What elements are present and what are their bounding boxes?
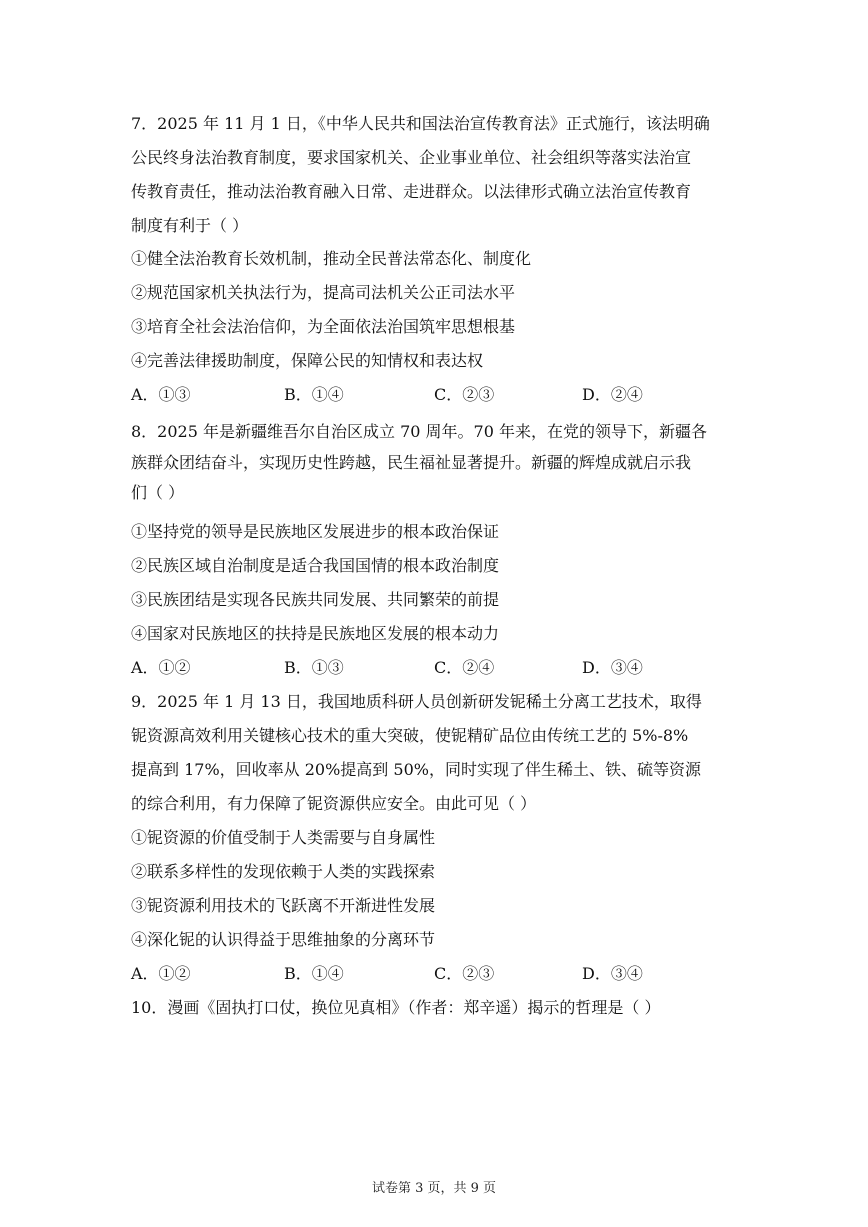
question-8-stem-line-1: 8．2025 年是新疆维吾尔自治区成立 70 周年。70 年来，在党的领导下，新疆各 — [131, 422, 707, 441]
question-9-stem-line-1: 9．2025 年 1 月 13 日，我国地质科研人员创新研发铌稀土分离工艺技术，取得 — [131, 692, 702, 711]
question-7-stem-line-4: 制度有利于（ ） — [131, 216, 249, 235]
question-8-stem-line-2: 族群众团结奋斗，实现历史性跨越，民生福祉显著提升。新疆的辉煌成就启示我 — [131, 453, 692, 472]
question-9-option-d: D．③④ — [582, 964, 643, 983]
question-9-option-c: C．②③ — [434, 964, 495, 983]
question-9-item-1: ①铌资源的价值受制于人类需要与自身属性 — [131, 828, 436, 847]
question-8-option-d: D．③④ — [582, 658, 643, 677]
question-7-option-b: B．①④ — [284, 385, 344, 404]
question-7-option-c: C．②③ — [434, 385, 495, 404]
page-footer: 试卷第 3 页，共 9 页 — [371, 1181, 497, 1196]
question-9-stem-line-3: 提高到 17%，回收率从 20%提高到 50%，同时实现了伴生稀土、铁、硫等资源 — [131, 760, 701, 779]
question-10-stem: 10．漫画《固执打口仗，换位见真相》（作者：郑辛遥）揭示的哲理是（ ） — [131, 998, 661, 1017]
question-7-stem-line-2: 公民终身法治教育制度，要求国家机关、企业事业单位、社会组织等落实法治宣 — [131, 148, 692, 167]
question-9-stem-line-4: 的综合利用，有力保障了铌资源供应安全。由此可见（ ） — [131, 794, 537, 813]
question-8-stem-line-3: 们（ ） — [131, 483, 185, 502]
question-9-item-4: ④深化铌的认识得益于思维抽象的分离环节 — [131, 930, 436, 949]
question-7-item-4: ④完善法律援助制度，保障公民的知情权和表达权 — [131, 351, 484, 370]
question-9-option-a: A．①② — [131, 964, 191, 983]
question-7-item-1: ①健全法治教育长效机制，推动全民普法常态化、制度化 — [131, 249, 532, 268]
question-8-item-2: ②民族区域自治制度是适合我国国情的根本政治制度 — [131, 556, 500, 575]
question-7-option-d: D．②④ — [582, 385, 643, 404]
question-8-option-c: C．②④ — [434, 658, 495, 677]
question-8-option-a: A．①② — [131, 658, 191, 677]
question-7-stem-line-1: 7．2025 年 11 月 1 日，《中华人民共和国法治宣传教育法》正式施行，该法明确 — [131, 114, 710, 133]
question-9-stem-line-2: 铌资源高效利用关键核心技术的重大突破，使铌精矿品位由传统工艺的 5%-8% — [131, 726, 689, 745]
question-7-option-a: A．①③ — [131, 385, 191, 404]
question-7-stem-line-3: 传教育责任，推动法治教育融入日常、走进群众。以法律形式确立法治宣传教育 — [131, 182, 692, 201]
question-8-item-3: ③民族团结是实现各民族共同发展、共同繁荣的前提 — [131, 590, 500, 609]
question-8-item-1: ①坚持党的领导是民族地区发展进步的根本政治保证 — [131, 522, 500, 541]
question-7-item-2: ②规范国家机关执法行为，提高司法机关公正司法水平 — [131, 283, 516, 302]
question-7-item-3: ③培育全社会法治信仰，为全面依法治国筑牢思想根基 — [131, 317, 516, 336]
question-8-item-4: ④国家对民族地区的扶持是民族地区发展的根本动力 — [131, 624, 500, 643]
question-9-option-b: B．①④ — [284, 964, 344, 983]
question-9-item-3: ③铌资源利用技术的飞跃离不开渐进性发展 — [131, 896, 436, 915]
question-8-option-b: B．①③ — [284, 658, 344, 677]
question-9-item-2: ②联系多样性的发现依赖于人类的实践探索 — [131, 862, 436, 881]
